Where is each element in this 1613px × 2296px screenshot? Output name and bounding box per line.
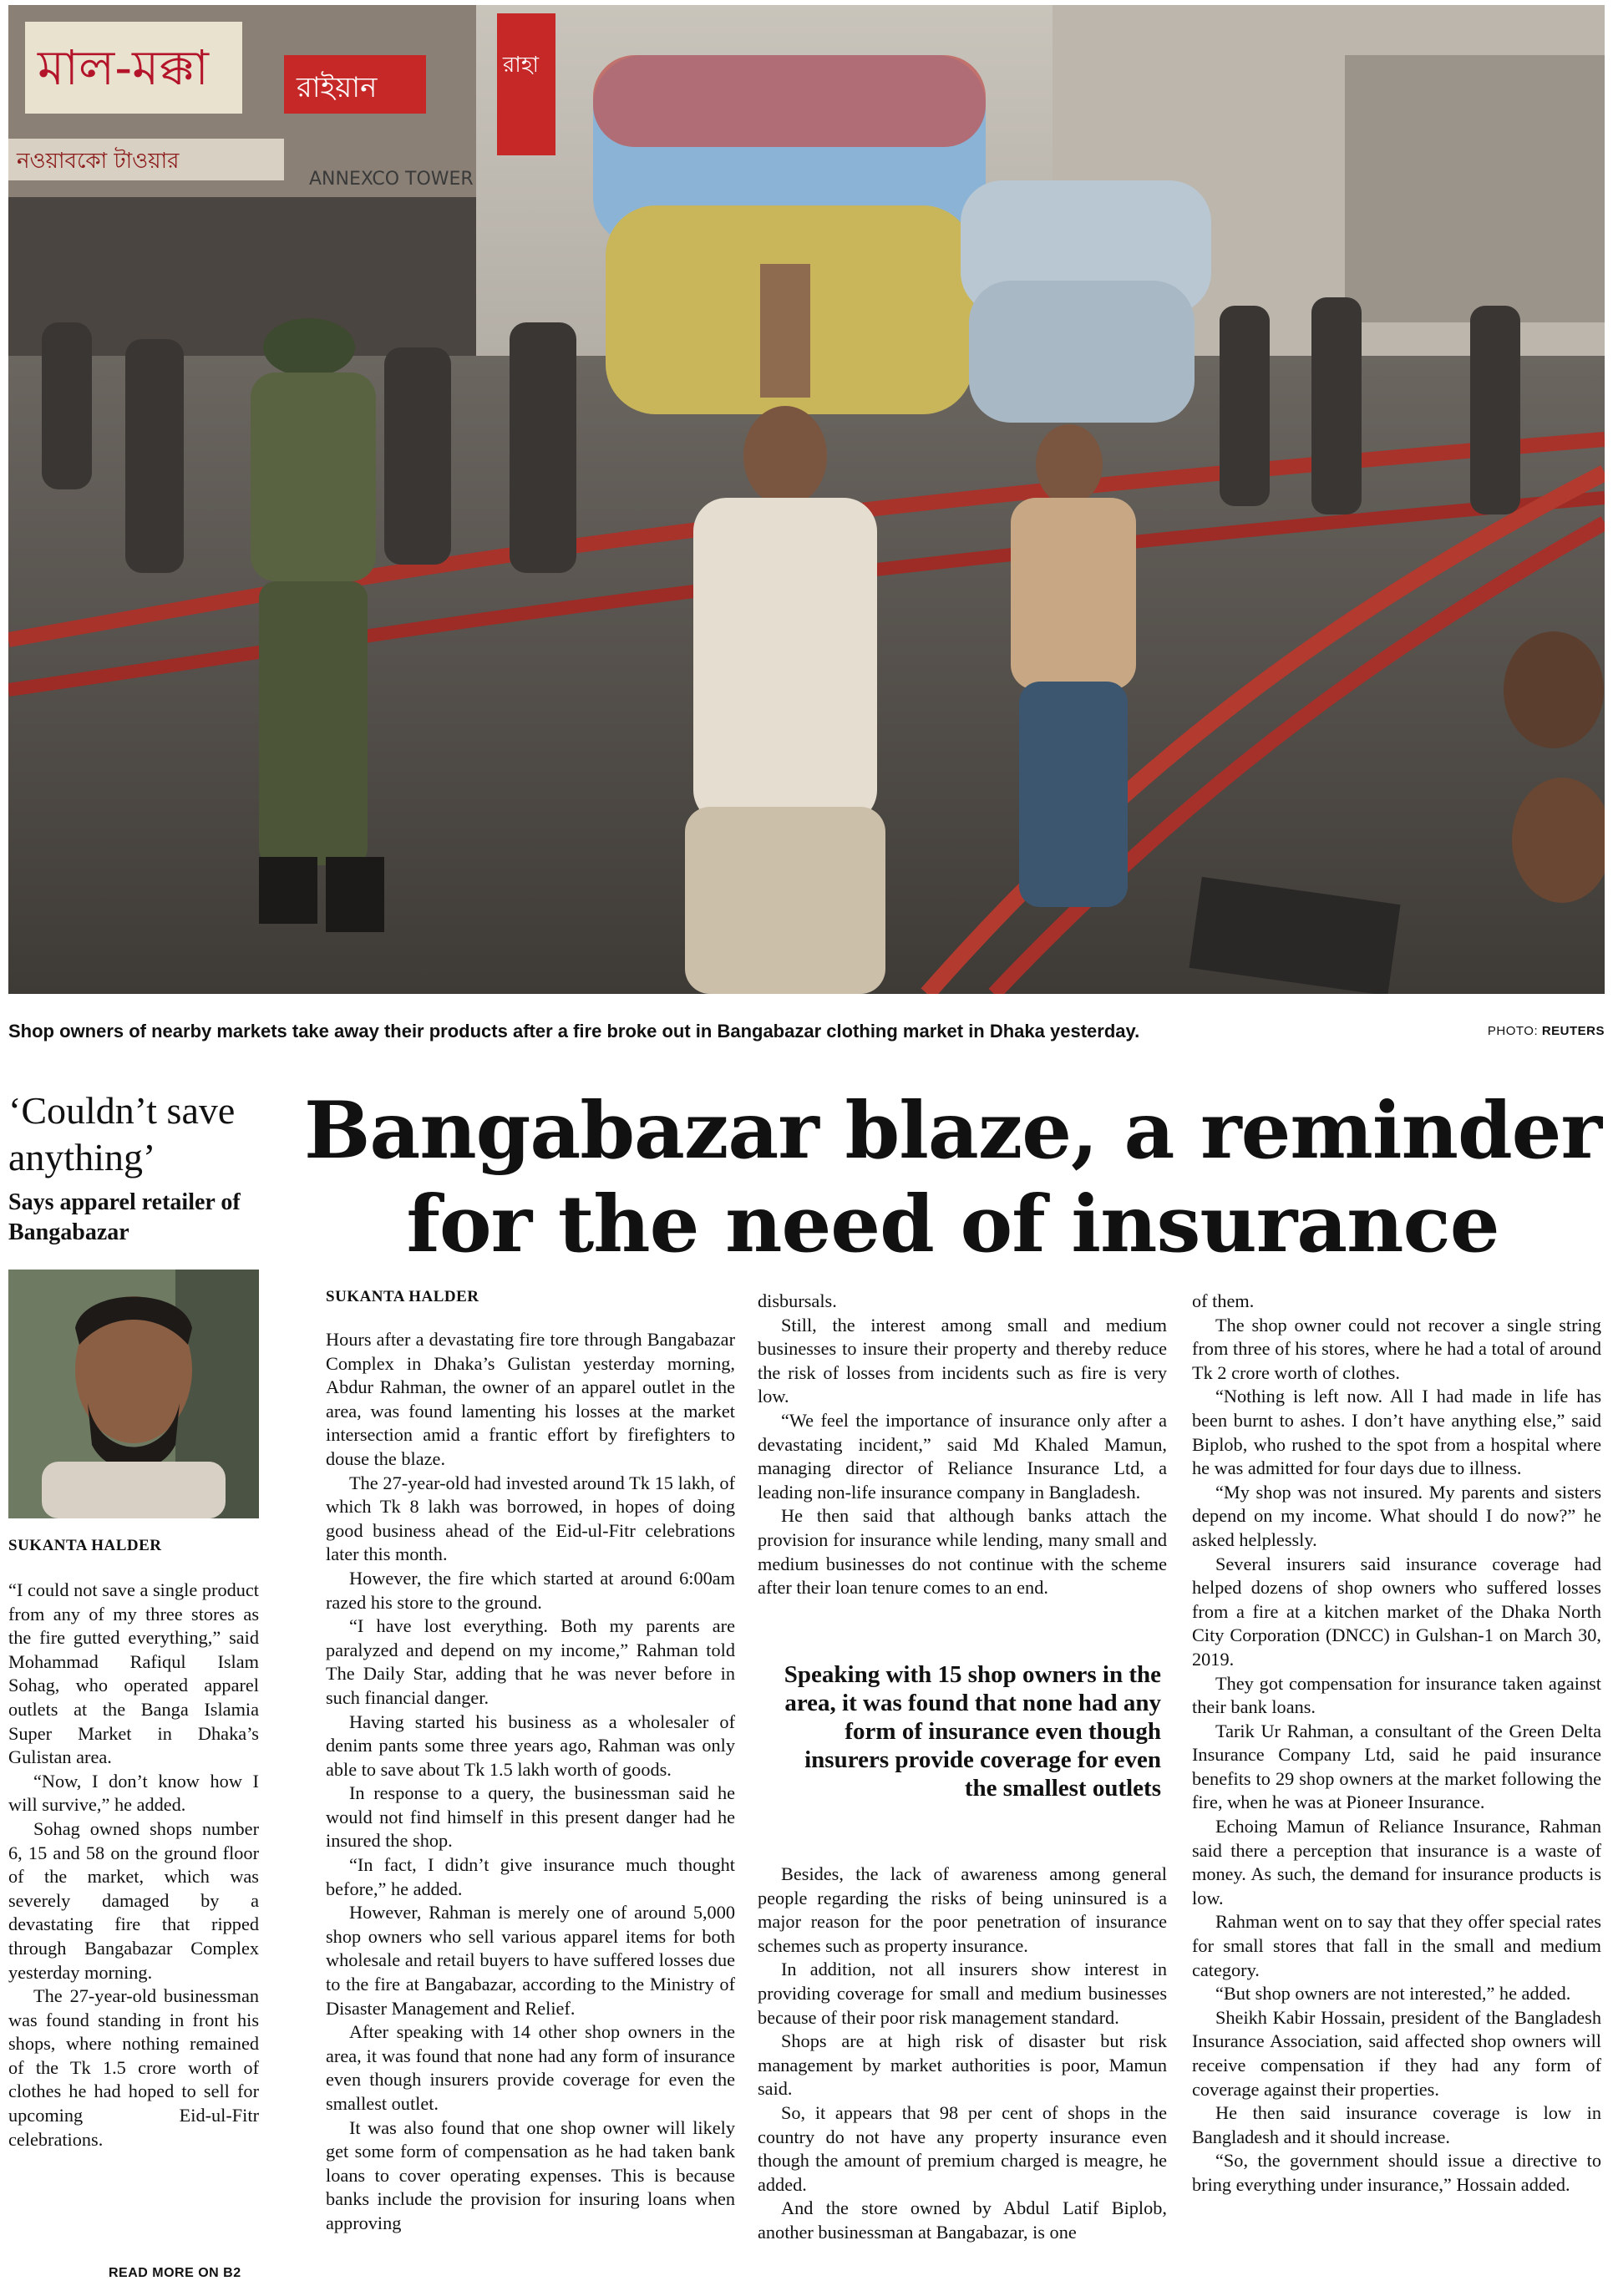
- sidebar-body: [8, 1579, 259, 2152]
- photo-credit: [1488, 1024, 1605, 1038]
- shop-sign-text: নওয়াবকো টাওয়ার: [17, 149, 180, 174]
- article-paragraph: Hours after a devastating fire tore through Bangabazar Complex in Dhaka’s Gulistan yesterday morning, Abdur Rahman, the owner of an apparel outlet in the area, was found lamenting his losses at the market intersection amid a frantic effort by firefighters to douse the blaze.: [326, 1329, 735, 1469]
- article-column-1: [326, 1328, 735, 2236]
- lead-photo-illustration: [8, 5, 1605, 994]
- article-paragraph: “So, the government should issue a directive to bring everything under insurance,” Hossain added.: [1192, 2150, 1601, 2195]
- article-paragraph: He then said that although banks attach the provision for insurance while lending, many small and medium businesses do not continue with the scheme after their loan tenure comes to an end.: [758, 1505, 1167, 1599]
- read-more-link[interactable]: READ MORE ON B2: [109, 2266, 241, 2280]
- article-paragraph: Tarik Ur Rahman, a consultant of the Green Delta Insurance Company Ltd, said he paid insurance benefits to 29 shop owners at the market following the fire, when he was at Pioneer Insurance.: [1192, 1720, 1601, 1813]
- photo-caption: Shop owners of nearby markets take away their products after a fire broke out in Bangabazar clothing market in Dhaka yesterday.: [8, 1021, 1140, 1042]
- article-paragraph: “Nothing is left now. All I had made in life has been burnt to ashes. I don’t have anything else,” said Biplob, who rushed to the spot from a hospital where he was admitted for four days due to illness.: [1192, 1386, 1601, 1479]
- article-paragraph: Several insurers said insurance coverage had helped dozens of shop owners who suffered losses from a fire at a kitchen market of the Dhaka North City Corporation (DNCC) in Gulshan-1 on March 30, 2019.: [1192, 1553, 1601, 1670]
- article-paragraph: However, Rahman is merely one of around 5,000 shop owners who sell various apparel items for both wholesale and retail buyers to have suffered losses due to the fire at Bangabazar, according to the Ministry of Disaster Management and Relief.: [326, 1902, 735, 2019]
- pull-quote: Speaking with 15 shop owners in the area, it was found that none had any form of insurance even though insurers provide coverage for even the smallest outlets: [784, 1661, 1161, 1802]
- shop-sign-text: মাল-মক্কা: [38, 39, 209, 96]
- sidebar-paragraph: The 27-year-old businessman was found standing in front his shops, where nothing remained of the Tk 1.5 crore worth of clothes he had hoped to sell for upcoming Eid-ul-Fitr celebrations.: [8, 1985, 259, 2150]
- shop-sign-text: রাইয়ান: [297, 71, 378, 104]
- headline: Bangabazar blaze, a reminder for the need of insurance: [303, 1085, 1602, 1270]
- article-paragraph: The shop owner could not recover a single string from three of his stores, where he had a total of around Tk 2 crore worth of clothes.: [1192, 1314, 1601, 1383]
- article-column-2: [758, 1290, 1167, 1600]
- article-paragraph: It was also found that one shop owner will likely get some form of compensation as he had taken bank loans to cover operating expenses. This is because banks include the provision for insuring loans when approving: [326, 2116, 735, 2233]
- portrait-illustration: [8, 1270, 259, 1518]
- sidebar-byline: SUKANTA HALDER: [8, 1537, 162, 1554]
- article-paragraph: After speaking with 14 other shop owners in the area, it was found that none had any form of insurance even though insurers provide coverage for even the smallest outlet.: [326, 2021, 735, 2114]
- photo-credit-prefix: PHOTO:: [1487, 1024, 1539, 1038]
- article-paragraph: “My shop was not insured. My parents and sisters depend on my income. What should I do now?” he asked helplessly.: [1192, 1481, 1601, 1550]
- article-paragraph: In addition, not all insurers show interest in providing coverage for small and medium businesses because of their poor risk management standard.: [758, 1959, 1167, 2028]
- sidebar-title: ‘Couldn’t save anything’: [8, 1089, 236, 1178]
- sidebar-paragraph: “I could not save a single product from any of my three stores as the fire gutted everything,” said Mohammad Rafiqul Islam Sohag, who operated apparel outlets at the Banga Islamia Super Market in Dhaka’s Gulistan area.: [8, 1579, 259, 1768]
- article-paragraph: “We feel the importance of insurance only after a devastating incident,” said Md Khaled Mamun, managing director of Reliance Insurance Ltd, a leading non-life insurance company in Bangladesh.: [758, 1409, 1167, 1503]
- article-paragraph: Sheikh Kabir Hossain, president of the Bangladesh Insurance Association, said affected shop owners will receive compensation if they had any form of coverage against their properties.: [1192, 2006, 1601, 2100]
- article-paragraph: Besides, the lack of awareness among general people regarding the risks of being uninsured is a major reason for the poor penetration of insurance schemes such as property insurance.: [758, 1863, 1167, 1956]
- article-paragraph: Having started his business as a wholesaler of denim pants some three years ago, Rahman was only able to save about Tk 1.5 lakh worth of goods.: [326, 1711, 735, 1780]
- article-paragraph: of them.: [1192, 1290, 1255, 1311]
- sidebar-subtitle: Says apparel retailer of Bangabazar: [8, 1189, 241, 1245]
- article-paragraph: disbursals.: [758, 1290, 837, 1311]
- article-column-2-lower: [758, 1863, 1167, 2245]
- article-byline: SUKANTA HALDER: [326, 1288, 479, 1305]
- article-paragraph: “In fact, I didn’t give insurance much thought before,” he added.: [326, 1854, 735, 1899]
- article-paragraph: They got compensation for insurance taken against their bank loans.: [1192, 1672, 1601, 1718]
- article-paragraph: However, the fire which started at around 6:00am razed his store to the ground.: [326, 1567, 735, 1613]
- sidebar-paragraph: “Now, I don’t know how I will survive,” he added.: [8, 1770, 259, 1816]
- article-paragraph: So, it appears that 98 per cent of shops in the country do not have any property insurance even though the amount of premium charged is meagre, he added.: [758, 2101, 1167, 2195]
- article-paragraph: He then said insurance coverage is low in Bangladesh and it should increase.: [1192, 2102, 1601, 2147]
- article-paragraph: “I have lost everything. Both my parents are paralyzed and depend on my income,” Rahman told The Daily Star, adding that he was never before in such financial danger.: [326, 1615, 735, 1708]
- article-paragraph: And the store owned by Abdul Latif Biplob, another businessman at Bangabazar, is one: [758, 2197, 1167, 2243]
- photo-caption-row: [8, 1021, 1605, 1054]
- article-paragraph: Still, the interest among small and medium businesses to insure their property and thereby reduce the risk of losses from incidents such as fire is very low.: [758, 1314, 1167, 1407]
- lead-photo: [8, 5, 1605, 994]
- shop-sign: [497, 13, 555, 155]
- article-paragraph: The 27-year-old had invested around Tk 15 lakh, of which Tk 8 lakh was borrowed, in hopes of doing good business ahead of the Eid-ul-Fitr celebrations later this month.: [326, 1472, 735, 1565]
- article-paragraph: Echoing Mamun of Reliance Insurance, Rahman said there a perception that insurance is a waste of money. As such, the demand for insurance products is low.: [1192, 1816, 1601, 1908]
- shop-sign-text: ANNEXCO TOWER: [309, 169, 474, 190]
- portrait-photo: [8, 1270, 259, 1518]
- photo-credit-source: REUTERS: [1541, 1024, 1605, 1038]
- sidebar-paragraph: Sohag owned shops number 6, 15 and 58 on the ground floor of the market, which was severely damaged by a devastating fire that ripped through Bangabazar Complex yesterday morning.: [8, 1817, 259, 1983]
- article-paragraph: Rahman went on to say that they offer special rates for small stores that fall in the small and medium category.: [1192, 1911, 1601, 1980]
- sidebar-story: [8, 1087, 259, 1248]
- article-column-3: [1192, 1290, 1601, 2197]
- article-paragraph: “But shop owners are not interested,” he added.: [1215, 1983, 1571, 2005]
- article-paragraph: Shops are at high risk of disaster but risk management by market authorities is poor, Mamun said.: [758, 2030, 1167, 2100]
- article-paragraph: In response to a query, the businessman said he would not find himself in this present danger had he insured the shop.: [326, 1782, 735, 1852]
- shop-sign-text: রাহা: [503, 53, 540, 78]
